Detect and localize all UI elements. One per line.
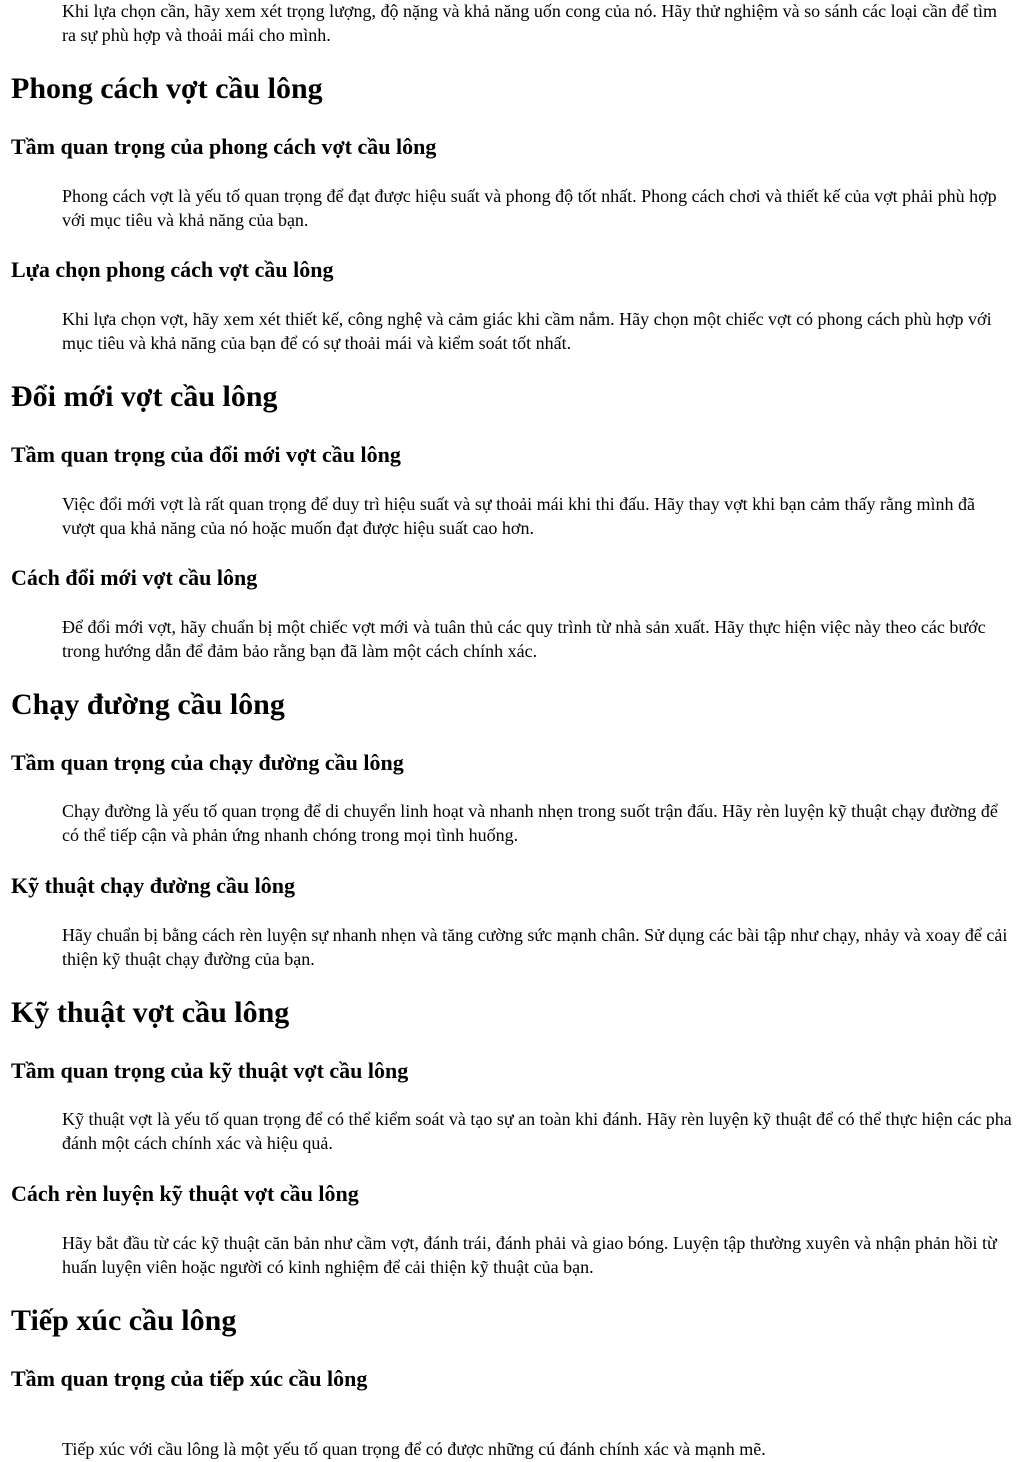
paragraph-footwork-technique: Hãy chuẩn bị bằng cách rèn luyện sự nhanh nhẹn và tăng cường sức mạnh chân. Sử dụng các bài tập như chạy, nhảy và xoay để cải thiện kỹ thuật chạy đường của bạn.: [62, 925, 1008, 969]
subheading-shuttle-contact-importance: Tầm quan trọng của tiếp xúc cầu lông: [11, 1366, 368, 1391]
paragraph-footwork-importance: Chạy đường là yếu tố quan trọng để di chuyển linh hoạt và nhanh nhẹn trong suốt trận đấu. Hãy rèn luyện kỹ thuật chạy đường để có thể tiếp cận và phản ứng nhanh chóng trong mọi tình huống.: [62, 801, 998, 845]
subheading-racket-style-importance: Tầm quan trọng của phong cách vợt cầu lông: [11, 134, 437, 159]
paragraph-racket-technique-training: Hãy bắt đầu từ các kỹ thuật căn bản như cầm vợt, đánh trái, đánh phải và giao bóng. Luyện tập thường xuyên và nhận phản hồi từ huấn luyện viên hoặc người có kinh nghiệm để cải thiện kỹ thuật của bạn.: [62, 1233, 997, 1277]
paragraph-racket-technique-importance: Kỹ thuật vợt là yếu tố quan trọng để có thể kiểm soát và tạo sự an toàn khi đánh. Hãy rèn luyện kỹ thuật để có thể thực hiện các pha đánh một cách chính xác và hiệu quả.: [62, 1109, 1012, 1153]
paragraph-racket-renewal-importance: Việc đổi mới vợt là rất quan trọng để duy trì hiệu suất và sự thoải mái khi thi đấu. Hãy thay vợt khi bạn cảm thấy rằng mình đã vượt qua khả năng của nó hoặc muốn đạt được hiệu suất cao hơn.: [62, 494, 976, 538]
paragraph-racket-style-importance: Phong cách vợt là yếu tố quan trọng để đạt được hiệu suất và phong độ tốt nhất. Phong cách chơi và thiết kế của vợt phải phù hợp với mục tiêu và khả năng của bạn.: [62, 186, 997, 230]
section-title-racket-renewal: Đổi mới vợt cầu lông: [11, 380, 278, 413]
subheading-footwork-importance: Tầm quan trọng của chạy đường cầu lông: [11, 750, 404, 775]
section-title-shuttle-contact: Tiếp xúc cầu lông: [11, 1304, 237, 1337]
subheading-racket-technique-training: Cách rèn luyện kỹ thuật vợt cầu lông: [11, 1181, 359, 1206]
subheading-racket-style-selection: Lựa chọn phong cách vợt cầu lông: [11, 257, 334, 282]
section-title-footwork: Chạy đường cầu lông: [11, 688, 285, 721]
paragraph-shuttle-contact-cut: [62, 1438, 1012, 1459]
subheading-footwork-technique: Kỹ thuật chạy đường cầu lông: [11, 873, 295, 898]
intro-paragraph: Khi lựa chọn cần, hãy xem xét trọng lượng, độ nặng và khả năng uốn cong của nó. Hãy thử nghiệm và so sánh các loại cần để tìm ra sự phù hợp và thoải mái cho mình.: [62, 1, 998, 45]
subheading-racket-technique-importance: Tầm quan trọng của kỹ thuật vợt cầu lông: [11, 1058, 409, 1083]
subheading-racket-renewal-importance: Tầm quan trọng của đổi mới vợt cầu lông: [11, 442, 401, 467]
paragraph-racket-style-selection: Khi lựa chọn vợt, hãy xem xét thiết kế, công nghệ và cảm giác khi cầm nắm. Hãy chọn một chiếc vợt có phong cách phù hợp với mục tiêu và khả năng của bạn để có sự thoải mái và kiểm soát tốt nhất.: [62, 309, 992, 353]
cut-paragraph-text: Tiếp xúc với cầu lông là một yếu tố quan trọng để có được những cú đánh chính xác và mạnh mẽ.: [62, 1439, 766, 1459]
paragraph-racket-renewal-how: Để đổi mới vợt, hãy chuẩn bị một chiếc vợt mới và tuân thủ các quy trình từ nhà sản xuất. Hãy thực hiện việc này theo các bước trong hướng dẫn để đảm bảo rằng bạn đã làm một cách chính xác.: [62, 617, 986, 661]
subheading-racket-renewal-how: Cách đổi mới vợt cầu lông: [11, 565, 258, 590]
section-title-racket-style: Phong cách vợt cầu lông: [11, 72, 323, 105]
section-title-racket-technique: Kỹ thuật vợt cầu lông: [11, 996, 290, 1029]
